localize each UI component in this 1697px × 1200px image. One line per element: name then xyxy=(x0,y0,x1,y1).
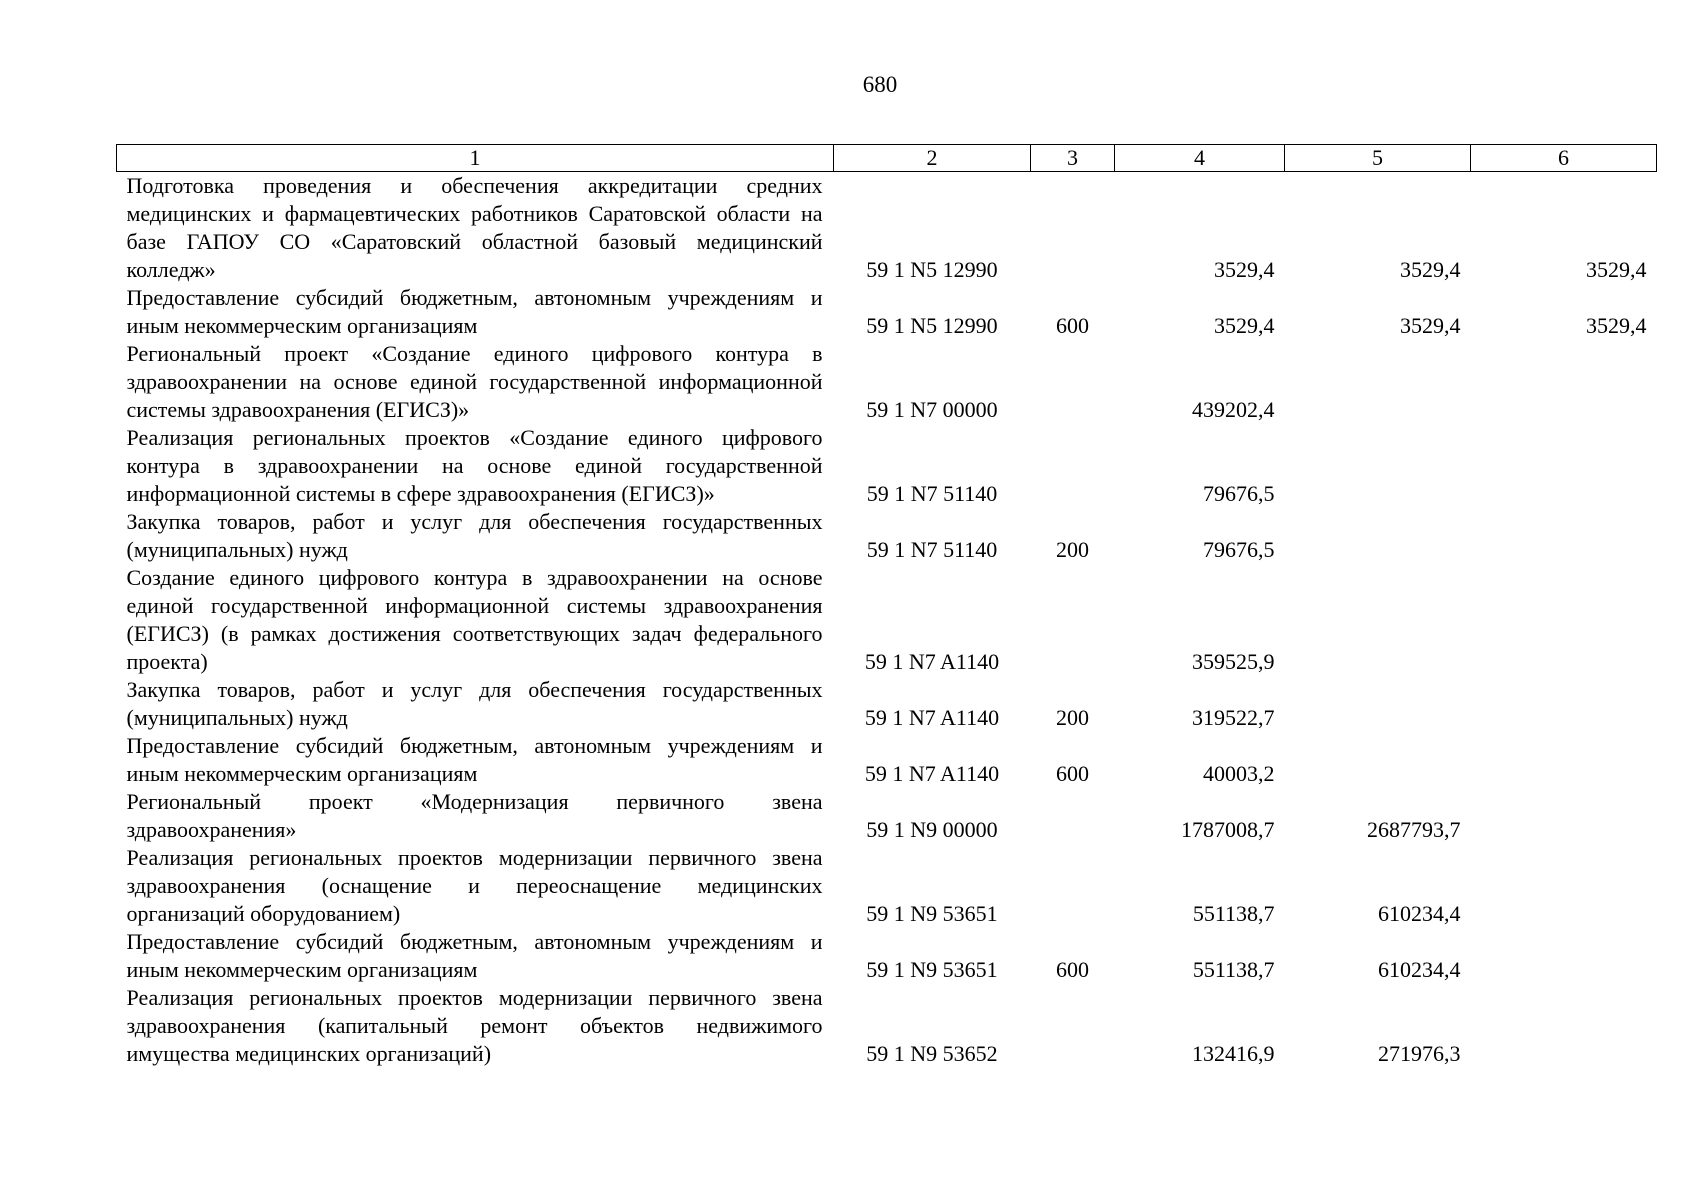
page-number: 680 xyxy=(862,72,898,97)
table-header-row xyxy=(117,145,1657,172)
row-value-5 xyxy=(1285,424,1471,508)
row-name: Реализация региональных проектов модернизации первичного звена здравоохранения (оснащение и переоснащение медицинских организаций оборудованием) xyxy=(126,845,823,926)
column-header-5: 5 xyxy=(1285,145,1471,172)
row-value-5 xyxy=(1285,732,1471,788)
table-row xyxy=(117,424,1657,508)
column-header-6: 6 xyxy=(1471,145,1657,172)
table-row xyxy=(117,508,1657,564)
row-value-4: 1787008,7 xyxy=(1181,817,1275,842)
row-value-6 xyxy=(1471,928,1657,984)
table-row xyxy=(117,676,1657,732)
column-header-1: 1 xyxy=(117,145,834,172)
row-value-4: 3529,4 xyxy=(1214,313,1275,338)
table-row xyxy=(117,564,1657,676)
column-header-3: 3 xyxy=(1031,145,1115,172)
row-expense-type: 600 xyxy=(1056,761,1089,786)
row-value-6 xyxy=(1471,340,1657,424)
row-name: Предоставление субсидий бюджетным, автономным учреждениям и иным некоммерческим организациям xyxy=(126,285,823,338)
row-value-5 xyxy=(1285,676,1471,732)
row-code: 59 1 N7 A1140 xyxy=(864,649,1000,674)
row-name: Создание единого цифрового контура в здравоохранении на основе единой государственной информационной системы здравоохранения (ЕГИСЗ) (в рамках достижения соответствующих задач федерального проекта) xyxy=(126,565,823,674)
row-value-4: 79676,5 xyxy=(1203,481,1275,506)
row-value-4: 359525,9 xyxy=(1192,649,1275,674)
row-value-4: 319522,7 xyxy=(1192,705,1275,730)
row-value-4: 40003,2 xyxy=(1203,761,1275,786)
budget-table xyxy=(116,144,1657,1068)
table-row xyxy=(117,284,1657,340)
row-value-5: 2687793,7 xyxy=(1367,817,1461,842)
row-expense-type xyxy=(1031,172,1115,285)
row-value-5 xyxy=(1285,564,1471,676)
table-row xyxy=(117,788,1657,844)
row-code: 59 1 N9 00000 xyxy=(866,817,998,842)
row-expense-type xyxy=(1031,424,1115,508)
row-code: 59 1 N7 51140 xyxy=(866,481,998,506)
row-name: Реализация региональных проектов модернизации первичного звена здравоохранения (капитальный ремонт объектов недвижимого имущества медицинских организаций) xyxy=(126,985,823,1066)
row-value-6 xyxy=(1471,424,1657,508)
row-value-5 xyxy=(1285,340,1471,424)
row-value-6 xyxy=(1471,732,1657,788)
row-value-5: 271976,3 xyxy=(1378,1041,1461,1066)
column-header-4: 4 xyxy=(1115,145,1285,172)
column-header-2: 2 xyxy=(834,145,1031,172)
row-code: 59 1 N5 12990 xyxy=(866,257,998,282)
row-code: 59 1 N9 53651 xyxy=(866,957,998,982)
table-row xyxy=(117,340,1657,424)
row-value-5: 610234,4 xyxy=(1378,901,1461,926)
row-expense-type xyxy=(1031,984,1115,1068)
row-name: Региональный проект «Модернизация первичного звена здравоохранения» xyxy=(126,789,823,842)
row-expense-type xyxy=(1031,340,1115,424)
row-expense-type: 200 xyxy=(1056,705,1089,730)
row-name: Предоставление субсидий бюджетным, автономным учреждениям и иным некоммерческим организациям xyxy=(126,733,823,786)
row-value-6 xyxy=(1471,788,1657,844)
row-value-6 xyxy=(1471,984,1657,1068)
row-value-4: 439202,4 xyxy=(1192,397,1275,422)
row-value-6 xyxy=(1471,508,1657,564)
row-expense-type: 200 xyxy=(1056,537,1089,562)
row-value-4: 551138,7 xyxy=(1192,957,1275,982)
row-value-6: 3529,4 xyxy=(1586,313,1647,338)
row-code: 59 1 N5 12990 xyxy=(866,313,998,338)
row-value-5 xyxy=(1285,508,1471,564)
row-expense-type xyxy=(1031,564,1115,676)
row-code: 59 1 N9 53651 xyxy=(866,901,998,926)
row-code: 59 1 N7 00000 xyxy=(866,397,998,422)
row-expense-type: 600 xyxy=(1056,313,1089,338)
table-row xyxy=(117,984,1657,1068)
row-name: Закупка товаров, работ и услуг для обеспечения государственных (муниципальных) нужд xyxy=(126,677,823,730)
row-value-6 xyxy=(1471,676,1657,732)
row-expense-type xyxy=(1031,788,1115,844)
row-value-4: 132416,9 xyxy=(1192,1041,1275,1066)
row-value-6: 3529,4 xyxy=(1586,257,1647,282)
table-row xyxy=(117,844,1657,928)
row-code: 59 1 N7 A1140 xyxy=(864,761,1000,786)
row-value-5: 3529,4 xyxy=(1400,313,1461,338)
row-value-5: 610234,4 xyxy=(1378,957,1461,982)
row-name: Реализация региональных проектов «Создание единого цифрового контура в здравоохранении на основе единой государственной информационной системы в сфере здравоохранения (ЕГИСЗ)» xyxy=(126,425,823,506)
row-code: 59 1 N9 53652 xyxy=(866,1041,998,1066)
row-code: 59 1 N7 A1140 xyxy=(864,705,1000,730)
table-row xyxy=(117,172,1657,285)
row-name: Подготовка проведения и обеспечения аккредитации средних медицинских и фармацевтических работников Саратовской области на базе ГАПОУ СО «Саратовский областной базовый медицинский колледж» xyxy=(126,173,823,282)
table-row xyxy=(117,732,1657,788)
row-code: 59 1 N7 51140 xyxy=(866,537,998,562)
table-row xyxy=(117,928,1657,984)
row-value-5: 3529,4 xyxy=(1400,257,1461,282)
row-name: Региональный проект «Создание единого цифрового контура в здравоохранении на основе единой государственной информационной системы здравоохранения (ЕГИСЗ)» xyxy=(126,341,823,422)
row-value-4: 79676,5 xyxy=(1203,537,1275,562)
row-value-6 xyxy=(1471,844,1657,928)
row-expense-type xyxy=(1031,844,1115,928)
row-value-4: 551138,7 xyxy=(1192,901,1275,926)
row-name: Закупка товаров, работ и услуг для обеспечения государственных (муниципальных) нужд xyxy=(126,509,823,562)
row-expense-type: 600 xyxy=(1056,957,1089,982)
row-value-4: 3529,4 xyxy=(1214,257,1275,282)
row-value-6 xyxy=(1471,564,1657,676)
row-name: Предоставление субсидий бюджетным, автономным учреждениям и иным некоммерческим организациям xyxy=(126,929,823,982)
